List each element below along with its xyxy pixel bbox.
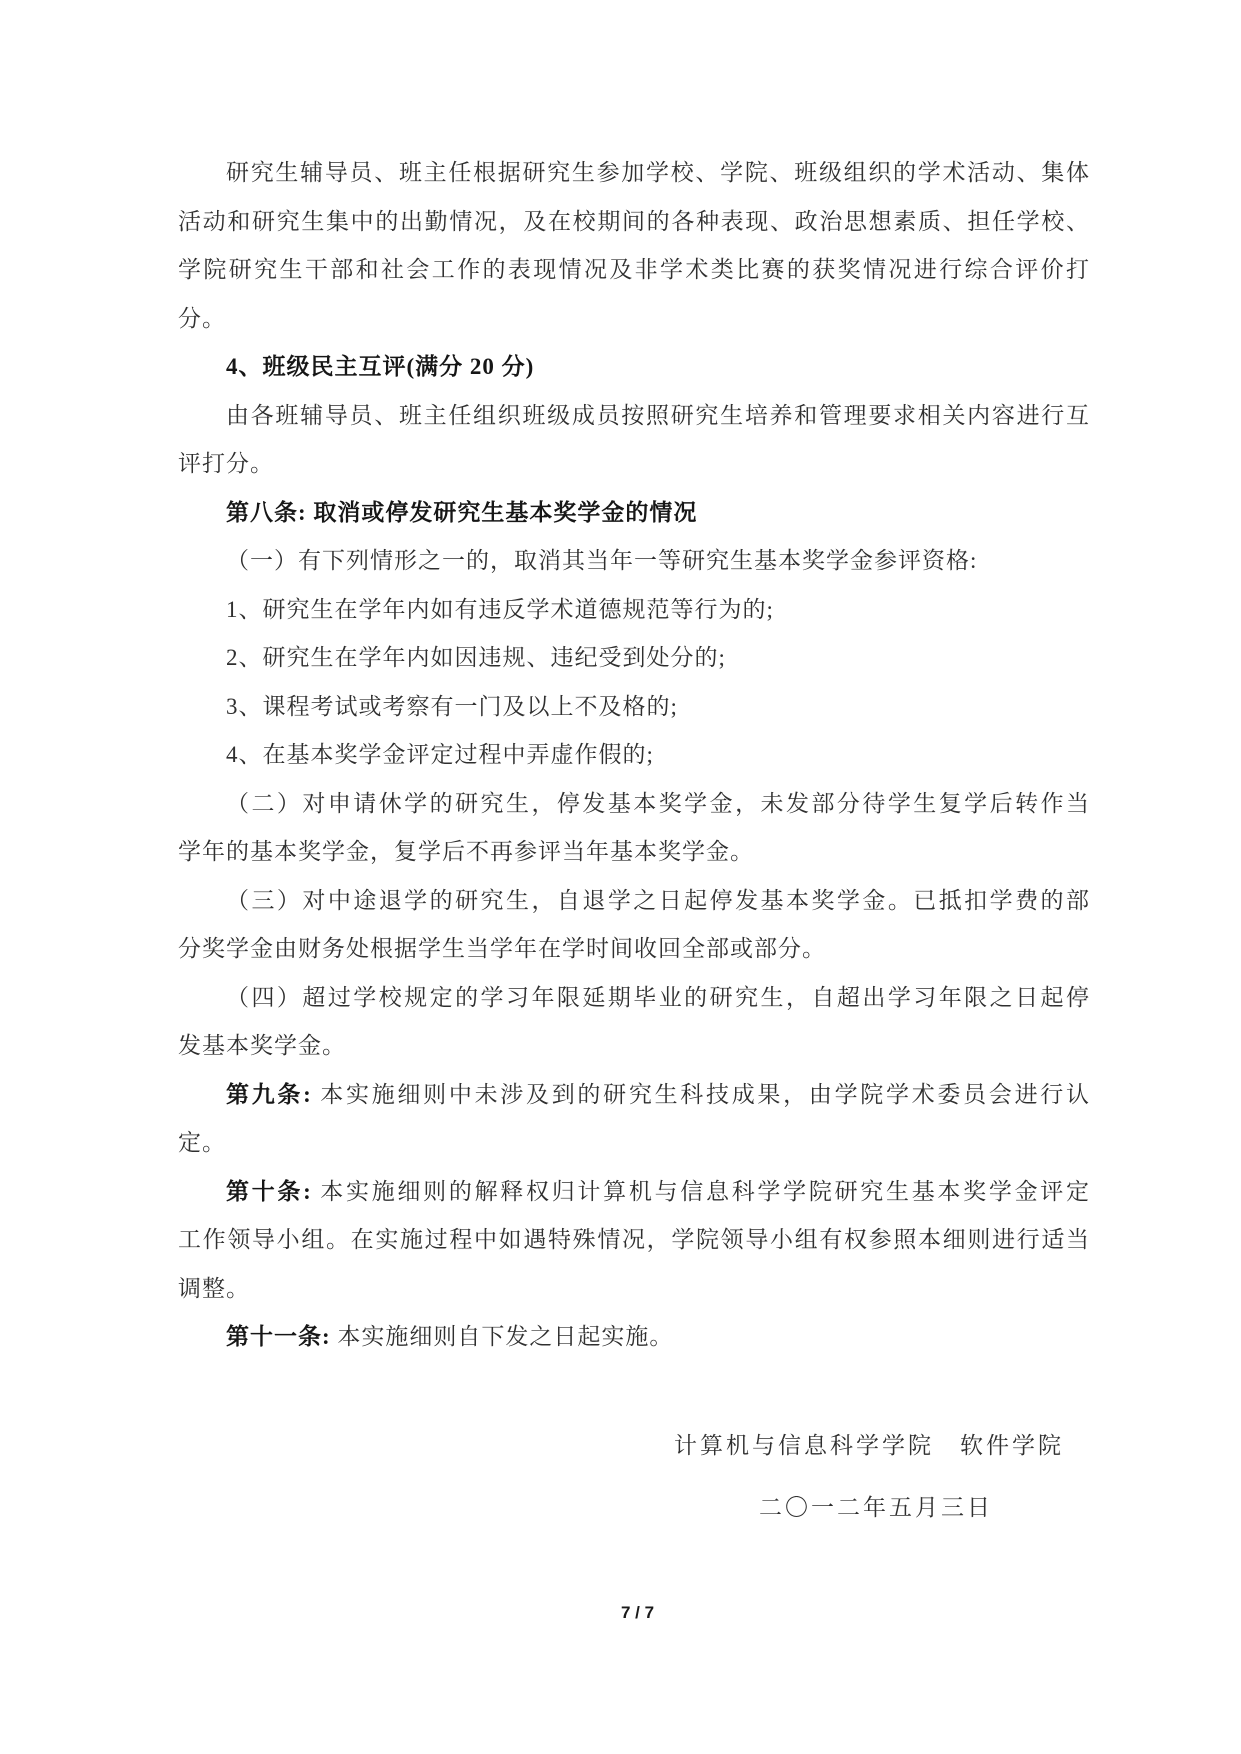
clause-number: 第九条: <box>226 1081 312 1107</box>
document-heading-line: 第九条: 本实施细则中未涉及到的研究生科技成果，由学院学术委员会进行认 <box>226 1081 1090 1107</box>
document-line: （一）有下列情形之一的，取消其当年一等研究生基本奖学金参评资格: <box>226 548 978 573</box>
document-heading-line: 第十条: 本实施细则的解释权归计算机与信息科学学院研究生基本奖学金评定 <box>226 1178 1090 1204</box>
document-line: 由各班辅导员、班主任组织班级成员按照研究生培养和管理要求相关内容进行互 <box>226 402 1090 428</box>
document-line: 发基本奖学金。 <box>178 1033 346 1058</box>
document-line: 分奖学金由财务处根据学生当学年在学时间收回全部或部分。 <box>178 936 826 961</box>
document-heading-line: 4、班级民主互评(满分 20 分) <box>226 354 535 379</box>
signature-date: 二〇一二年五月三日 <box>759 1495 993 1520</box>
clause-number: 第十条: <box>226 1178 312 1204</box>
document-line: 1、研究生在学年内如有违反学术道德规范等行为的; <box>226 596 774 622</box>
document-line: 活动和研究生集中的出勤情况，及在校期间的各种表现、政治思想素质、担任学校、 <box>178 208 1090 234</box>
document-line: 分。 <box>178 305 226 331</box>
document-line: 4、在基本奖学金评定过程中弄虚作假的; <box>226 742 654 767</box>
document-line: （二）对申请休学的研究生，停发基本奖学金，未发部分待学生复学后转作当 <box>226 790 1090 816</box>
signature-organization: 计算机与信息科学学院 软件学院 <box>674 1433 1064 1458</box>
document-line: （四）超过学校规定的学习年限延期毕业的研究生，自超出学习年限之日起停 <box>226 984 1090 1010</box>
document-line: 定。 <box>178 1130 226 1155</box>
document-line: 评打分。 <box>178 451 274 476</box>
document-line: 工作领导小组。在实施过程中如遇特殊情况，学院领导小组有权参照本细则进行适当 <box>178 1227 1090 1252</box>
document-line: （三）对中途退学的研究生，自退学之日起停发基本奖学金。已抵扣学费的部 <box>226 887 1090 913</box>
document-heading-line: 第十一条: 本实施细则自下发之日起实施。 <box>226 1324 674 1349</box>
document-heading-line: 第八条: 取消或停发研究生基本奖学金的情况 <box>226 499 698 525</box>
document-line: 3、课程考试或考察有一门及以上不及格的; <box>226 693 678 719</box>
document-line: 研究生辅导员、班主任根据研究生参加学校、学院、班级组织的学术活动、集体 <box>226 160 1090 185</box>
document-body <box>178 149 1090 1362</box>
document-line: 学年的基本奖学金，复学后不再参评当年基本奖学金。 <box>178 839 754 864</box>
document-line: 调整。 <box>178 1275 250 1301</box>
document-line: 学院研究生干部和社会工作的表现情况及非学术类比赛的获奖情况进行综合评价打 <box>178 257 1090 282</box>
document-line: 2、研究生在学年内如因违规、违纪受到处分的; <box>226 645 726 670</box>
clause-number: 第十一条: <box>226 1324 331 1349</box>
page-number: 7 / 7 <box>620 1603 655 1622</box>
